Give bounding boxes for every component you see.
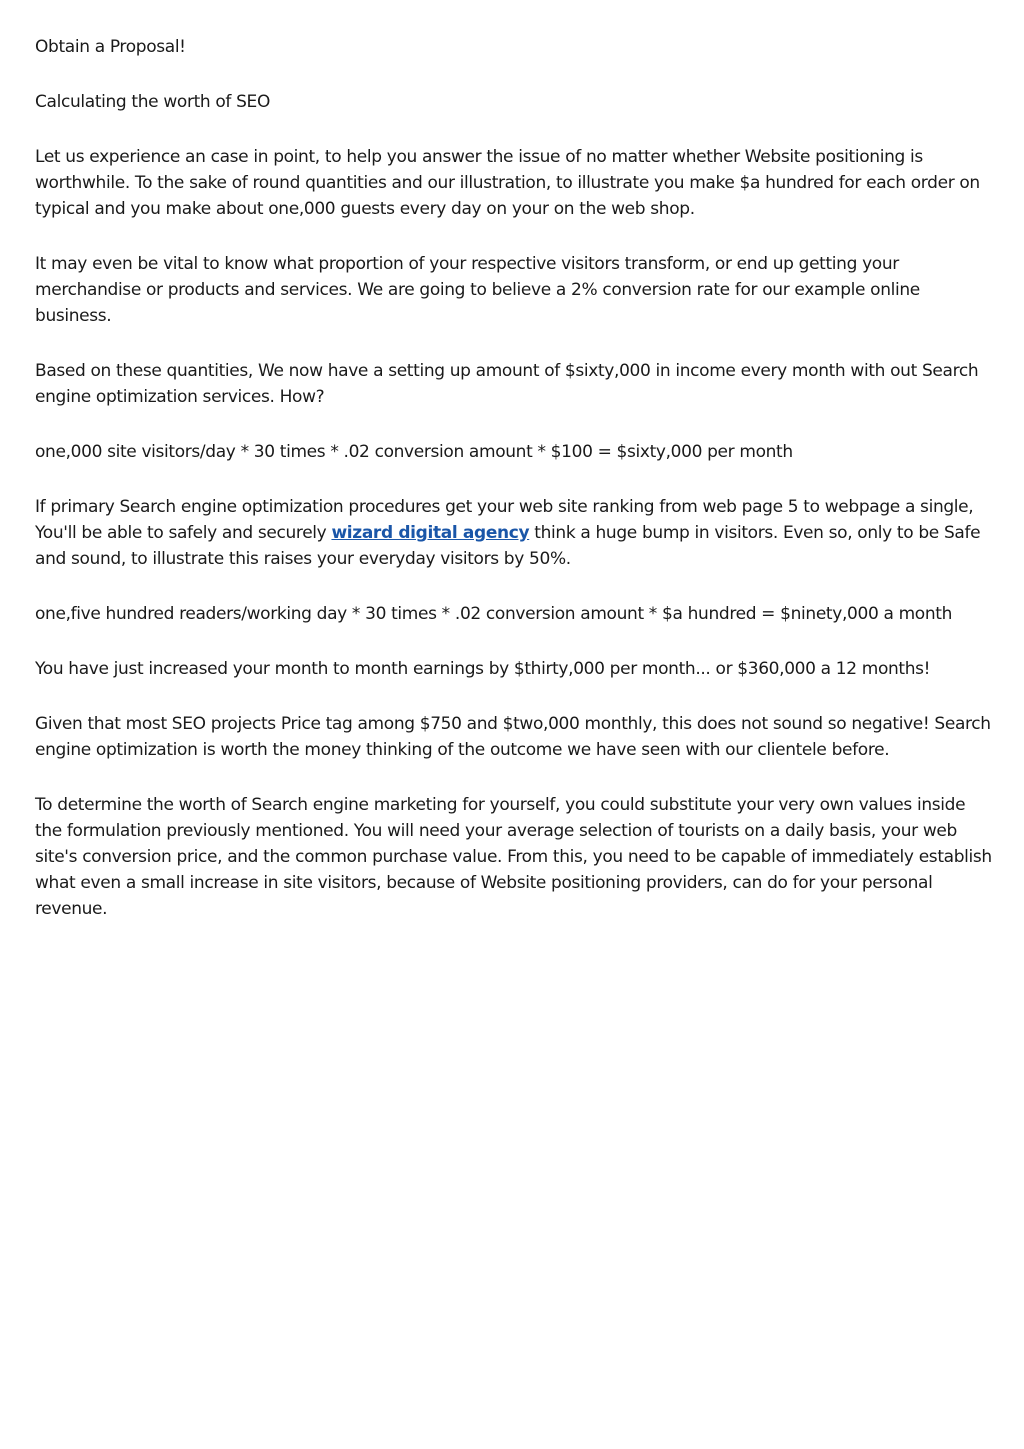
paragraph-cost: Given that most SEO projects Price tag among $750 and $two,000 monthly, this does not sound so negative! Search engine optimization is worth the money thinking of the outcome we have seen with our clientele before. [35, 714, 991, 760]
seo-worth-heading: Calculating the worth of SEO [35, 92, 270, 112]
proposal-heading: Obtain a Proposal! [35, 37, 186, 57]
paragraph-example: Let us experience an case in point, to help you answer the issue of no matter whether Website positioning is worthwhile. To the sake of round quantities and our illustration, to illustrate you make $a hundred for each order on typical and you make about one,000 guests every day on your on the web shop. [35, 147, 980, 219]
formula-increased: one,five hundred readers/working day * 30 times * .02 conversion amount * $a hundred = $ninety,000 a month [35, 604, 953, 624]
paragraph-earnings-increase: You have just increased your month to month earnings by $thirty,000 per month... or $360,000 a 12 months! [35, 659, 931, 679]
paragraph-determine-worth: To determine the worth of Search engine marketing for yourself, you could substitute your very own values inside the formulation previously mentioned. You will need your average selection of tourists on a daily basis, your web site's conversion price, and the common purchase value. From this, you need to be capable of immediately establish what even a small increase in site visitors, because of Website positioning providers, can do for your personal revenue. [35, 795, 992, 919]
ranking-text-before: If primary Search engine optimization procedures get your web site ranking from web page 5 to webpage a single, You'll be able to safely and securely [35, 497, 974, 543]
document-body [35, 34, 995, 951]
paragraph-conversion: It may even be vital to know what proportion of your respective visitors transform, or end up getting your merchandise or products and services. We are going to believe a 2% conversion rate for our example online business. [35, 254, 920, 326]
paragraph-ranking [35, 494, 995, 572]
paragraph-baseline-income: Based on these quantities, We now have a setting up amount of $sixty,000 in income every month with out Search engine optimization services. How? [35, 361, 979, 407]
ranking-text-after: think a huge bump in visitors. Even so, only to be Safe and sound, to illustrate this raises your everyday visitors by 50%. [35, 523, 981, 569]
wizard-digital-agency-link[interactable]: wizard digital agency [331, 523, 530, 543]
formula-baseline: one,000 site visitors/day * 30 times * .02 conversion amount * $100 = $sixty,000 per month [35, 442, 793, 462]
